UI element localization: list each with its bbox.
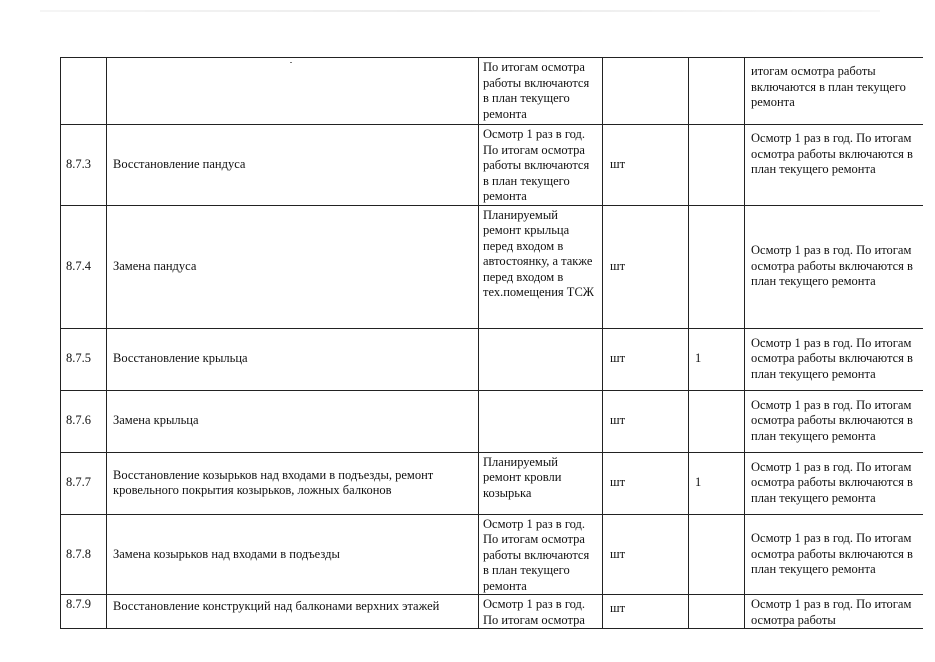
maintenance-table (60, 57, 923, 629)
work-note: Планируемый ремонт кровли козырька (479, 452, 603, 514)
periodicity: Осмотр 1 раз в год. По итогам осмотра работы включаются в план текущего ремонта (745, 452, 923, 514)
quantity (689, 595, 745, 629)
work-name: Замена крыльца (107, 390, 479, 452)
work-name: Замена пандуса (107, 205, 479, 328)
row-number: 8.7.5 (61, 328, 107, 390)
unit: шт (603, 452, 689, 514)
row-number: 8.7.4 (61, 205, 107, 328)
work-name: Восстановление конструкций над балконами верхних этажей (107, 595, 479, 629)
work-name: Восстановление крыльца (107, 328, 479, 390)
periodicity: Осмотр 1 раз в год. По итогам осмотра работы включаются в план текущего ремонта (745, 125, 923, 206)
table-row (61, 452, 923, 514)
row-number: 8.7.9 (61, 595, 107, 629)
quantity: 1 (689, 452, 745, 514)
scan-artifact (40, 10, 880, 12)
unit: шт (603, 125, 689, 206)
periodicity: Осмотр 1 раз в год. По итогам осмотра работы включаются в план текущего ремонта (745, 328, 923, 390)
quantity (689, 125, 745, 206)
unit (603, 58, 689, 125)
table-row (61, 390, 923, 452)
unit: шт (603, 390, 689, 452)
row-number: 8.7.7 (61, 452, 107, 514)
periodicity: Осмотр 1 раз в год. По итогам осмотра работы включаются в план текущего ремонта (745, 514, 923, 595)
row-number: 8.7.8 (61, 514, 107, 595)
work-note: Осмотр 1 раз в год. По итогам осмотра работы включаются в план текущего ремонта (479, 514, 603, 595)
work-name (107, 58, 479, 125)
unit: шт (603, 205, 689, 328)
work-name: Восстановление козырьков над входами в подъезды, ремонт кровельного покрытия козырьков, ложных балконов (107, 452, 479, 514)
work-note (479, 328, 603, 390)
row-number (61, 58, 107, 125)
table-row (61, 328, 923, 390)
periodicity: Осмотр 1 раз в год. По итогам осмотра работы включаются в план текущего ремонта (745, 205, 923, 328)
quantity (689, 205, 745, 328)
unit: шт (603, 514, 689, 595)
periodicity: Осмотр 1 раз в год. По итогам осмотра работы включаются в план текущего ремонта (745, 390, 923, 452)
table-row (61, 595, 923, 629)
quantity (689, 390, 745, 452)
work-note: Планируемый ремонт крыльца перед входом в автостоянку, а также перед входом в тех.помещения ТСЖ (479, 205, 603, 328)
unit: шт (603, 595, 689, 629)
periodicity: итогам осмотра работы включаются в план текущего ремонта (745, 58, 923, 125)
work-note: Осмотр 1 раз в год. По итогам осмотра (479, 595, 603, 629)
table-row (61, 125, 923, 206)
table-row (61, 514, 923, 595)
work-name: Восстановление пандуса (107, 125, 479, 206)
work-note: По итогам осмотра работы включаются в план текущего ремонта (479, 58, 603, 125)
work-name: Замена козырьков над входами в подъезды (107, 514, 479, 595)
work-note: Осмотр 1 раз в год. По итогам осмотра работы включаются в план текущего ремонта (479, 125, 603, 206)
periodicity: Осмотр 1 раз в год. По итогам осмотра работы (745, 595, 923, 629)
row-number: 8.7.6 (61, 390, 107, 452)
quantity (689, 58, 745, 125)
unit: шт (603, 328, 689, 390)
table-row (61, 205, 923, 328)
quantity: 1 (689, 328, 745, 390)
row-number: 8.7.3 (61, 125, 107, 206)
quantity (689, 514, 745, 595)
table-row (61, 58, 923, 125)
work-note (479, 390, 603, 452)
